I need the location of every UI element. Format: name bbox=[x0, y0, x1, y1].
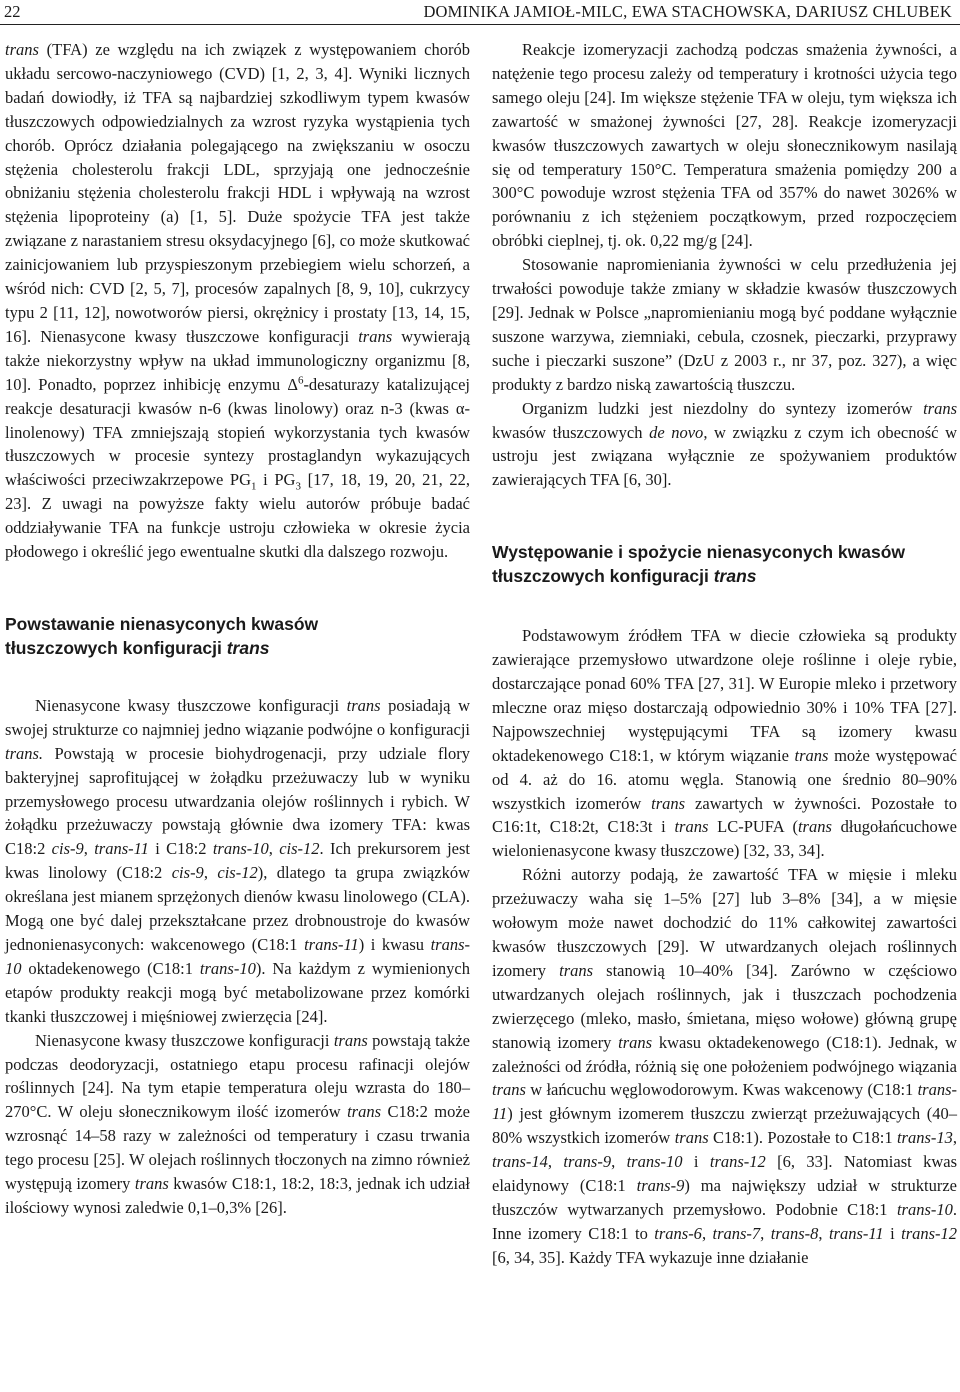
section-heading-formation: Powstawanie nienasyconych kwasów tłuszczowych konfiguracji trans bbox=[5, 613, 319, 658]
header-rule bbox=[0, 24, 960, 25]
paragraph-frying: Reakcje izomeryzacji zachodzą podczas smażenia żywności, a natężenie tego procesu zależy od temperatury i krotności użycia tego samego oleju [24]. Im większe stężenie TFA w oleju, tym większa ich zawartość w smażonej żywności [27, 28]. Reakcje izomeryzacji kwasów tłuszczowych zawartych w oleju słonecznikowym nasilają się od temperatury 150°C. Temperatura smażenia pomiędzy 200 a 300°C powoduje wzrost stężenia TFA od 357% do nawet 3026% w porównaniu z ich stężeniem początkowym, przed rozpoczęciem obróbki cieplnej, tj. ok. 0,22 mg/g [24]. bbox=[492, 40, 957, 251]
page-number: 22 bbox=[4, 2, 21, 21]
running-head-authors: DOMINIKA JAMIOŁ-MILC, EWA STACHOWSKA, DARIUSZ CHLUBEK bbox=[423, 2, 952, 21]
left-column bbox=[5, 38, 470, 1220]
paragraph-sources: Podstawowym źródłem TFA w diecie człowieka są produkty zawierające przemysłowo utwardzone oleje roślinne i oleje rybie, dostarczające ponad 60% TFA [27, 31]. W Europie mleko i przetwory mleczne oraz mięso dostarczają odpowiednio 30% i 10% TFA [27]. Najpowszechniej występującymi TFA są izomery kwasu oktadekenowego C18:1, w którym wiązanie trans może występować od 4. aż do 16. atomu węgla. Stanowią one średnio 80–90% wszystkich izomerów trans zawartych w żywności. Pozostałe to C16:1t, C18:2t, C18:3t i trans LC-PUFA (trans długołańcuchowe wielonienasycone kwasy tłuszczowe) [32, 33, 34]. bbox=[492, 626, 958, 861]
paragraph-irradiation: Stosowanie napromieniania żywności w celu przedłużenia jej trwałości powoduje także zmiany w składzie kwasów tłuszczowych [29]. Jednak w Polsce „napromienianiu mogą być poddane wyłącznie suszone warzywa, ziemniaki, cebula, czosnek, pieczarki, przyprawy suche i pieczarki suszone” (DzU z 2003 r., nr 37, poz. 327), a więc produkty z bardzo niską zawartością tłuszczu. bbox=[492, 255, 957, 394]
paragraph-formation-2: Nienasycone kwasy tłuszczowe konfiguracji trans powstają także podczas deodoryzacji, ostatniego etapu procesu rafinacji olejów roślinnych [24]. Na tym etapie temperatura oleju wzrasta do 180–270°C. W oleju słonecznikowym ilość izomerów trans C18:2 może wzrosnąć 14–58 razy w zależności od temperatury i czasu trwania tego procesu [25]. W olejach roślinnych tłoczonych na zimno również występują izomery trans kwasów C18:1, 18:2, 18:3, jednak ich udział ilościowy wynosi zaledwie 0,1–0,3% [26]. bbox=[5, 1030, 470, 1217]
section-heading-occurrence: Występowanie i spożycie nienasyconych kwasów tłuszczowych konfiguracji trans bbox=[492, 542, 906, 587]
paragraph-intro-continued: trans (TFA) ze względu na ich związek z występowaniem chorób układu sercowo-naczyniowego (CVD) [1, 2, 3, 4]. Wyniki licznych badań dowiodły, iż TFA są najbardziej szkodliwym typem kwasów tłuszczowych odpowiedzialnych za wzrost ryzyka wystąpienia tych chorób. Oprócz działania polegającego na zwiększaniu w osoczu stężenia cholesterolu frakcji LDL, sprzyjają one jednocześnie obniżaniu stężenia cholesterolu frakcji HDL i wpływają na wzrost stężenia lipoproteiny (a) [1, 5]. Duże spożycie TFA jest także związane z narastaniem stresu oksydacyjnego [6], co może skutkować zainicjowaniem lub przyspieszonym przebiegiem wielu schorzeń, a wśród nich: CVD [2, 5, 7], procesów zapalnych [8, 9, 10], cukrzycy typu 2 [11, 12], nowotworów piersi, okrężnicy i prostaty [13, 14, 15, 16]. Nienasycone kwasy tłuszczowe konfiguracji trans wywierają także niekorzystny wpływ na układ immunologiczny organizmu [8, 10]. Ponadto, poprzez inhibicję enzymu $\Delta^6$-desaturazy katalizującej reakcje desaturacji kwasów n-6 (kwas linolowy) oraz n-3 (kwas α-linolenowy) TFA zmniejszają stopień wykorzystania tych kwasów tłuszczowych w procesie syntezy prostaglandyn wykazujących właściwości przeciwzakrzepowe $PG_1$ i $PG_3$ [17, 18, 19, 20, 21, 22, 23]. Z uwagi na powyższe fakty wielu autorów próbuje badać oddziaływanie TFA na funkcje ustroju człowieka w okresie życia płodowego i określić jego ewentualne skutki dla dalszego rozwoju. bbox=[5, 40, 471, 562]
paragraph-de-novo: Organizm ludzki jest niezdolny do syntezy izomerów trans kwasów tłuszczowych de novo, w związku z czym ich obecność w ustroju jest związana wyłącznie ze spożywaniem produktów zawierających TFA [6, 30]. bbox=[492, 398, 957, 490]
paragraph-formation-1: Nienasycone kwasy tłuszczowe konfiguracji trans posiadają w swojej strukturze co najmniej jedno wiązanie podwójne o konfiguracji trans. Powstają w procesie biohydrogenacji, przy udziale flory bakteryjnej saprofitującej w żołądku przeżuwaczy lub w wyniku przemysłowego procesu utwardzania olejów roślinnych i rybich. W żołądku przeżuwaczy powstają głównie dwa izomery TFA: kwas C18:2 cis-9, trans-11 i C18:2 trans-10, cis-12. Ich prekursorem jest kwas linolowy (C18:2 cis-9, cis-12), dlatego ta grupa związków określana jest mianem sprzężonych dienów kwasu linolowego (CLA). Mogą one być dalej przekształcane przez drobnoustroje do kwasów jednonienasyconych: wakcenowego (C18:1 trans-11) i kwasu trans-10 oktadekenowego (C18:1 trans-10). Na każdym z wymienionych etapów produkty reakcji mogą być metabolizowane przez komórki tkanki tłuszczowej i mięśniowej zwierzęcia [24]. bbox=[5, 695, 470, 1026]
running-header bbox=[0, 0, 960, 26]
right-column bbox=[492, 38, 957, 1270]
paragraph-content: Różni autorzy podają, że zawartość TFA w mięsie i mleku przeżuwaczy waha się 1–5% [27] lub 3–8% [34], a w mięsie wołowym może nawet dochodzić do 11% całkowitej zawartości kwasów tłuszczowych [29]. W utwardzanych olejach roślinnych izomery trans stanowią 10–40% [34]. Zarówno w częściowo utwardzanych olejach roślinnych, jak i tłuszczach pochodzenia zwierzęcego (mleko, masło, śmietana, mięso wołowe) główną grupę stanowią izomery trans kwasu oktadekenowego (C18:1). Jednak, w zależności od źródła, różnią się one położeniem podwójnego wiązania trans w łańcuchu węglowodorowym. Kwas wakcenowy (C18:1 trans-11) jest głównym izomerem tłuszczu zwierząt przeżuwających (40–80% wszystkich izomerów trans C18:1). Pozostałe to C18:1 trans-13, trans-14, trans-9, trans-10 i trans-12 [6, 33]. Natomiast kwas elaidynowy (C18:1 trans-9) ma największy udział w strukturze tłuszczów wytwarzanych przemysłowo. Podobnie C18:1 trans-10. Inne izomery C18:1 to trans-6, trans-7, trans-8, trans-11 i trans-12 [6, 34, 35]. Każdy TFA wykazuje inne działanie bbox=[492, 865, 958, 1267]
